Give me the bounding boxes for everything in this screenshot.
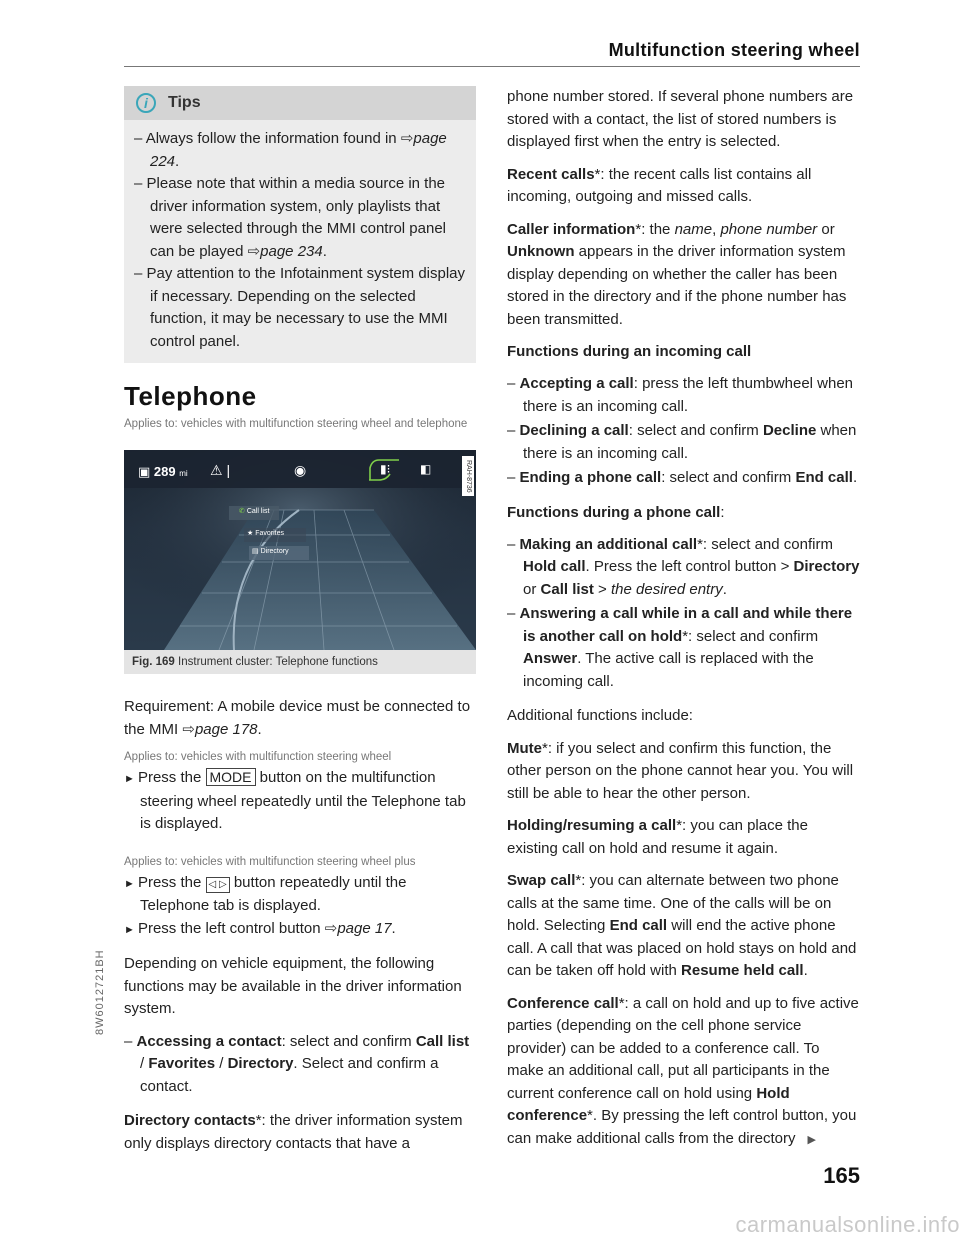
warning-icon: ⚠ | (210, 462, 231, 478)
watermark: carmanualsonline.info (735, 1212, 960, 1237)
instruction-step: ► Press the left control button ⇨page 17. (124, 918, 476, 942)
page-ref-link[interactable]: page 224 (150, 130, 447, 170)
arrow-right-icon: ⇨ (247, 242, 261, 260)
function-item: – Ending a phone call: select and confirm End call. (507, 467, 860, 490)
figure-caption: Fig. 169 Instrument cluster: Telephone functions (124, 650, 476, 674)
conference-call-text: Conference call*: a call on hold and up to five active parties (depending on the cell phone service provider) can be added to a conference call. To make an additional call, put all participants in the current conference call on hold using Hold conference*. By pressing the left control button, you can make additional calls from the directory ▶ (507, 993, 860, 1152)
document-code: 8W6012721BH (94, 949, 106, 1035)
caller-info-text: Caller information*: the name, phone number or Unknown appears in the driver information system display depending on whether the caller has been stored in the directory and if the phone number has been transmitted. (507, 220, 847, 328)
info-icon: i (136, 93, 156, 113)
media-icon: ◧ (420, 462, 432, 476)
fuel-icon: ▣ (138, 464, 151, 479)
phone-status-icon: ▮⁝ (380, 462, 391, 476)
instruction-step: ► Press the MODE button on the multifunction steering wheel repeatedly until the Telephone tab is displayed. (124, 767, 476, 836)
function-item: – Answering a call while in a call and while there is another call on hold*: select and confirm Answer. The active call is replaced with the incoming call. (507, 603, 860, 693)
section-title: Telephone (124, 381, 257, 411)
page-header-title: Multifunction steering wheel (608, 40, 860, 60)
subheading-incoming: Functions during an incoming call (507, 343, 752, 360)
page-ref-link[interactable]: page 17 (337, 919, 392, 937)
brand-logo-icon: ◉ (294, 462, 307, 478)
tips-list (124, 120, 476, 353)
instrument-cluster-figure (124, 450, 476, 650)
paragraph: phone number stored. If several phone numbers are stored with a contact, the list of stored numbers is displayed first when the entry is selected. (507, 88, 854, 150)
tips-label: Tips (168, 94, 201, 111)
instruction-step: ► Press the ◁ ▷ button repeatedly until the Telephone tab is displayed. (124, 872, 476, 918)
tip-item: – Pay attention to the Infotainment system display if necessary. Depending on the selected function, it may be necessary to use the MMI control panel. (134, 263, 468, 353)
arrow-right-icon: ⇨ (400, 130, 414, 147)
cluster-graphic (124, 450, 476, 650)
function-item: – Accepting a call: press the left thumbwheel when there is an incoming call. (507, 373, 860, 418)
function-item: – Making an additional call*: select and confirm Hold call. Press the left control button > Directory or Call list > the desired entry. (507, 534, 860, 602)
arrow-key: ◁ ▷ (206, 877, 230, 893)
mute-text: Mute*: if you select and confirm this function, the other person on the phone cannot hear you. You will still be able to hear the other person. (507, 739, 854, 802)
range-readout: ▣ 289 mi (138, 464, 188, 479)
directory-contacts-text: Directory contacts*: the driver information system only displays directory contacts that have a (124, 1112, 463, 1152)
mode-key: MODE (206, 768, 256, 786)
left-column (124, 86, 476, 1165)
requirement-text: Requirement: A mobile device must be connected to the MMI ⇨page 178. (124, 698, 471, 738)
tip-item: – Please note that within a media source in the driver information system, only playlists that were selected through the MMI control panel can be played ⇨page 234. (134, 173, 468, 263)
page-ref-link[interactable]: page 178 (194, 720, 258, 738)
phone-icon: ✆ (239, 508, 245, 515)
recent-calls-text: Recent calls*: the recent calls list contains all incoming, outgoing and missed calls. (507, 165, 812, 205)
menu-item-directory: ▤ Directory (252, 548, 289, 555)
applies-note: Applies to: vehicles with multifunction steering wheel and telephone (124, 418, 468, 430)
header-rule (124, 66, 860, 67)
function-item: – Accessing a contact: select and confirm Call list / Favorites / Directory. Select and confirm a contact. (124, 1031, 476, 1099)
depending-text: Depending on vehicle equipment, the following functions may be available in the driver information system. (124, 955, 462, 1017)
menu-item-call-list: ✆ Call list (239, 508, 270, 515)
tips-box (124, 86, 476, 363)
star-icon: ★ (247, 530, 254, 537)
additional-functions-text: Additional functions include: (507, 707, 693, 724)
applies-note-mfsw: Applies to: vehicles with multifunction steering wheel (124, 751, 392, 763)
subheading-phone-call: Functions during a phone call: (507, 503, 725, 521)
tips-header (124, 86, 476, 120)
arrow-right-icon: ⇨ (324, 919, 338, 937)
tip-item: – Always follow the information found in ⇨page 224. (134, 128, 468, 173)
swap-call-text: Swap call*: you can alternate between two phone calls at the same time. One of the calls will be on hold. Selecting End call will end the active phone call. A call that was placed on hold stays on hold and can be taken off hold with Resume held call. (507, 872, 857, 979)
arrow-right-icon: ⇨ (182, 720, 195, 738)
continue-arrow-icon: ▶ (807, 1133, 816, 1146)
menu-item-favorites: ★ Favorites (247, 530, 285, 537)
page-number: 165 (823, 1163, 860, 1188)
function-item: – Declining a call: select and confirm Decline when there is an incoming call. (507, 420, 860, 465)
applies-note-mfsw-plus: Applies to: vehicles with multifunction steering wheel plus (124, 855, 416, 868)
right-column (507, 86, 860, 1161)
holding-text: Holding/resuming a call*: you can place the existing call on hold and resume it again. (507, 817, 808, 857)
page-ref-link[interactable]: page 234 (260, 242, 323, 260)
figure-code: RAH-8736 (462, 456, 474, 496)
book-icon: ▤ (252, 548, 259, 555)
